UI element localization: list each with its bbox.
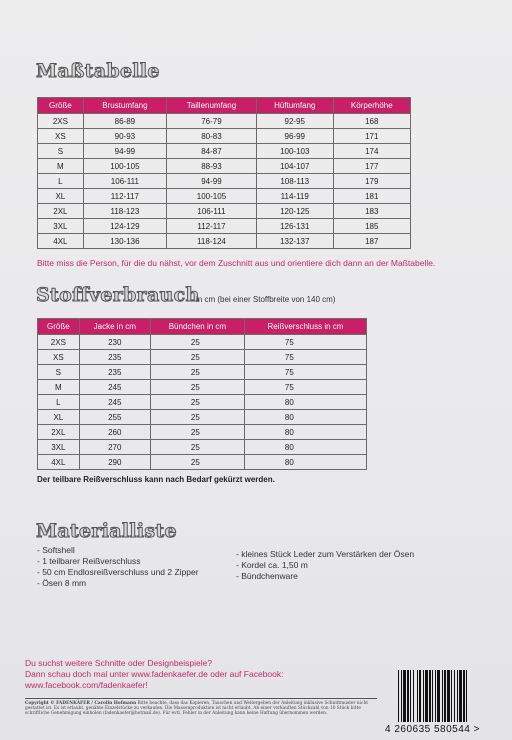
fabric-table-cell: 75: [244, 335, 366, 350]
table-row: [38, 350, 367, 365]
size-table-cell: 114-119: [256, 189, 333, 204]
size-table-cell: 84-87: [167, 144, 257, 159]
table-row: [38, 204, 411, 219]
fabric-table-cell: 80: [244, 395, 366, 410]
size-table-cell: 2XL: [38, 204, 84, 219]
size-table-cell: 171: [333, 129, 410, 144]
size-table-cell: 130-136: [83, 234, 166, 249]
table-row: [38, 425, 367, 440]
size-table-cell: S: [38, 144, 84, 159]
promo-line: Du suchst weitere Schnitte oder Designbeispiele?: [25, 658, 213, 668]
material-item: - Ösen 8 mm: [37, 578, 87, 588]
size-table-cell: 90-93: [83, 129, 166, 144]
size-table-cell: 106-111: [83, 174, 166, 189]
material-item: - kleines Stück Leder zum Verstärken der Ösen: [236, 549, 415, 559]
fabric-table-cell: 25: [150, 335, 244, 350]
fabric-table-cell: 25: [150, 365, 244, 380]
size-table-cell: 174: [333, 144, 410, 159]
measure-note: Bitte miss die Person, für die du nähst, vor dem Zuschnitt aus und orientiere dich dann an der Maßtabelle.: [37, 258, 436, 268]
size-table-cell: 104-107: [256, 159, 333, 174]
table-row: [38, 189, 411, 204]
fabric-table-cell: 290: [79, 455, 150, 470]
fabric-table-cell: 245: [79, 380, 150, 395]
size-table: [37, 97, 411, 249]
fabric-table-cell: 4XL: [38, 455, 80, 470]
footer-divider: [25, 698, 377, 699]
size-table-cell: M: [38, 159, 84, 174]
size-table-cell: 106-111: [167, 204, 257, 219]
table-row: [38, 455, 367, 470]
facebook-link[interactable]: www.facebook.com/fadenkaefer!: [25, 680, 148, 690]
fabric-table-cell: 25: [150, 350, 244, 365]
size-table-cell: 118-124: [167, 234, 257, 249]
fabric-table-cell: 260: [79, 425, 150, 440]
size-table-title: Maßtabelle: [36, 60, 160, 82]
size-table-cell: 76-79: [167, 114, 257, 129]
fabric-table-cell: 80: [244, 425, 366, 440]
size-table-header-cell: Körperhöhe: [333, 98, 410, 114]
size-table-cell: 120-125: [256, 204, 333, 219]
fabric-table-cell: XL: [38, 410, 80, 425]
size-table-header-row: [38, 98, 411, 114]
zipper-note: Der teilbare Reißverschluss kann nach Bedarf gekürzt werden.: [37, 475, 275, 484]
fabric-table-cell: 230: [79, 335, 150, 350]
table-row: [38, 410, 367, 425]
size-table-cell: 181: [333, 189, 410, 204]
table-row: [38, 395, 367, 410]
size-table-cell: 132-137: [256, 234, 333, 249]
fabric-table-header-cell: Bündchen in cm: [150, 319, 244, 335]
fabric-table-cell: 255: [79, 410, 150, 425]
size-table-cell: 92-95: [256, 114, 333, 129]
fabric-table-cell: 75: [244, 365, 366, 380]
fabric-table-header-cell: Reißverschluss in cm: [244, 319, 366, 335]
promo-text: [25, 658, 283, 691]
size-table-cell: 124-129: [83, 219, 166, 234]
size-table-cell: 126-131: [256, 219, 333, 234]
size-table-cell: 183: [333, 204, 410, 219]
fabric-table-cell: XS: [38, 350, 80, 365]
size-table-cell: 187: [333, 234, 410, 249]
fabric-table-cell: 25: [150, 455, 244, 470]
barcode-icon: [397, 670, 489, 722]
materials-title: Materialliste: [36, 520, 177, 542]
size-table-cell: 100-105: [83, 159, 166, 174]
fabric-table-header-cell: Jacke in cm: [79, 319, 150, 335]
material-item: - Softshell: [37, 545, 75, 555]
table-row: [38, 129, 411, 144]
size-table-cell: 112-117: [167, 219, 257, 234]
size-table-cell: 100-103: [256, 144, 333, 159]
size-table-cell: 2XS: [38, 114, 84, 129]
size-table-cell: 179: [333, 174, 410, 189]
size-table-cell: 112-117: [83, 189, 166, 204]
material-item: - Bündchenware: [236, 571, 298, 581]
fabric-table-cell: M: [38, 380, 80, 395]
size-table-cell: XS: [38, 129, 84, 144]
table-row: [38, 144, 411, 159]
fabric-table-cell: 25: [150, 380, 244, 395]
table-row: [38, 335, 367, 350]
barcode-number: 4 260635 580544 >: [385, 724, 480, 735]
size-table-cell: 94-99: [83, 144, 166, 159]
materials-list-right: [236, 549, 414, 582]
size-table-cell: 3XL: [38, 219, 84, 234]
table-row: [38, 174, 411, 189]
size-table-cell: 80-83: [167, 129, 257, 144]
copyright-lead: Copyright © FADENKÄFER / Carolin Hofmann: [25, 701, 137, 706]
size-table-cell: 108-113: [256, 174, 333, 189]
table-row: [38, 159, 411, 174]
size-table-cell: 185: [333, 219, 410, 234]
size-table-cell: 4XL: [38, 234, 84, 249]
fabric-table-cell: 3XL: [38, 440, 80, 455]
fabric-usage-title: Stoffverbrauch: [36, 284, 200, 306]
table-row: [38, 234, 411, 249]
promo-line: Dann schau doch mal unter www.fadenkaefer.de oder auf Facebook:: [25, 669, 284, 679]
size-table-cell: 96-99: [256, 129, 333, 144]
size-table-header-cell: Größe: [38, 98, 84, 114]
fabric-table-header-cell: Größe: [38, 319, 80, 335]
fabric-table-cell: L: [38, 395, 80, 410]
size-table-header-cell: Hüftumfang: [256, 98, 333, 114]
table-row: [38, 380, 367, 395]
fabric-table: [37, 318, 367, 470]
fabric-table-body: [38, 335, 367, 470]
table-row: [38, 365, 367, 380]
size-table-header-cell: Brustumfang: [83, 98, 166, 114]
size-table-cell: 168: [333, 114, 410, 129]
fabric-usage-subtitle: in cm (bei einer Stoffbreite von 140 cm): [196, 295, 336, 304]
size-table-cell: 177: [333, 159, 410, 174]
fabric-table-cell: 25: [150, 395, 244, 410]
size-table-cell: 118-123: [83, 204, 166, 219]
fabric-table-header-row: [38, 319, 367, 335]
size-table-body: [38, 114, 411, 249]
size-table-cell: L: [38, 174, 84, 189]
copyright-body: Bitte beachte, dass das Kopieren, Tauschen und Weitergeben der Anleitung inklusive Schnittmuster nicht gestattet ist. Es ist erlaubt, genähte Einzelstücke zu verkaufen. Die Massenproduktion ist nicht erlaubt. Ab einer verkauften Stückzahl von 10 Stück bitte schriftliche Genehmigung einholen (fadenkaefer@hotmail.de). Für evtl. Fehler in der Anleitung kann keine Haftung übernommen werden.: [25, 701, 368, 717]
fabric-table-cell: 2XS: [38, 335, 80, 350]
fabric-table-cell: 80: [244, 410, 366, 425]
fabric-table-cell: 2XL: [38, 425, 80, 440]
material-item: - 50 cm Endlosreißverschluss und 2 Zipper: [37, 567, 199, 577]
fabric-table-cell: S: [38, 365, 80, 380]
fabric-table-cell: 25: [150, 440, 244, 455]
table-row: [38, 440, 367, 455]
table-row: [38, 219, 411, 234]
material-item: - Kordel ca. 1,50 m: [236, 560, 308, 570]
size-table-cell: 86-89: [83, 114, 166, 129]
copyright-notice: [25, 701, 380, 717]
fabric-table-cell: 25: [150, 425, 244, 440]
fabric-table-cell: 235: [79, 350, 150, 365]
size-table-cell: 88-93: [167, 159, 257, 174]
fabric-table-cell: 80: [244, 440, 366, 455]
fabric-table-cell: 245: [79, 395, 150, 410]
size-table-cell: 100-105: [167, 189, 257, 204]
fabric-table-cell: 75: [244, 380, 366, 395]
size-table-cell: 94-99: [167, 174, 257, 189]
fabric-table-cell: 80: [244, 455, 366, 470]
table-row: [38, 114, 411, 129]
fabric-table-cell: 235: [79, 365, 150, 380]
materials-list-left: [37, 545, 199, 589]
material-item: - 1 teilbarer Reißverschluss: [37, 556, 141, 566]
size-table-header-cell: Taillenumfang: [167, 98, 257, 114]
size-table-cell: XL: [38, 189, 84, 204]
fabric-table-cell: 75: [244, 350, 366, 365]
fabric-table-cell: 25: [150, 410, 244, 425]
fabric-table-cell: 270: [79, 440, 150, 455]
